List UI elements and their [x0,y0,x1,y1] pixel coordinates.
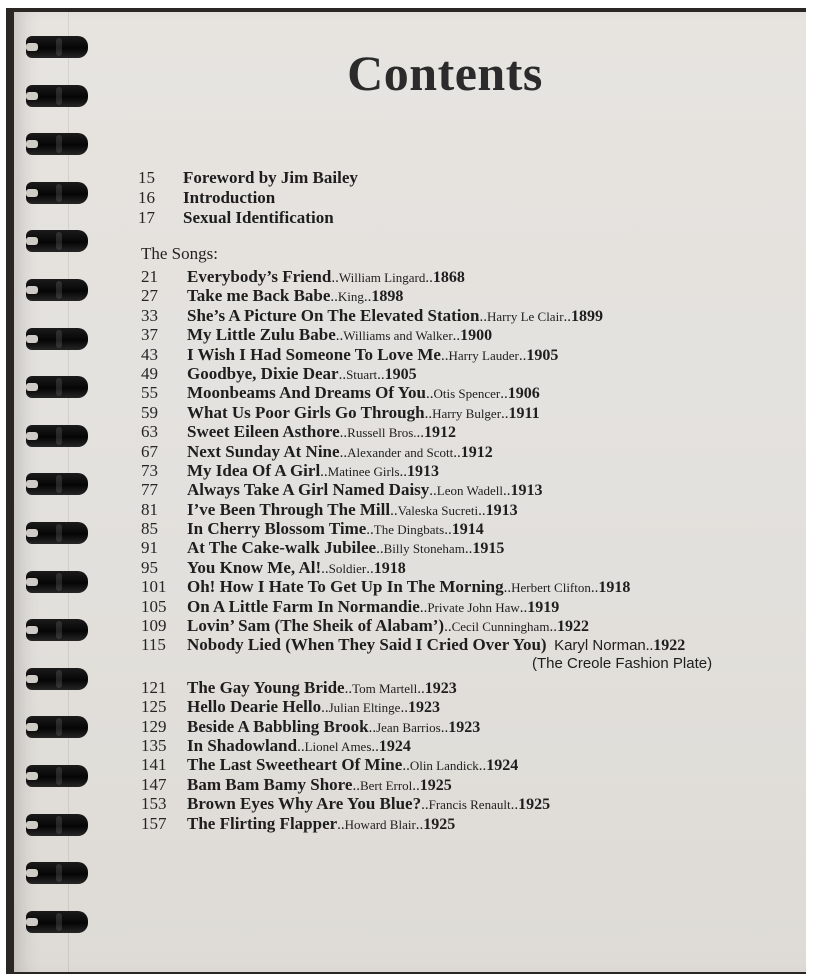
separator: .. [421,797,429,814]
page-number: 37 [141,325,158,345]
page-number: 17 [138,208,155,227]
song-performer: Stuart [346,366,378,382]
song-performer: Matinee Girls [327,463,400,479]
song-performer: William Lingard [338,270,426,285]
song-title: Bam Bam Bamy Shore [187,774,353,794]
song-entry [141,597,712,616]
song-performer: Otis Spencer [433,386,501,402]
song-entry [141,519,712,538]
song-performer: Cecil Cunningham [451,619,550,635]
binding-coil [26,522,88,544]
song-year: 1924 [378,737,411,755]
binding-coil [26,619,88,641]
separator: .. [320,463,328,480]
page-number: 115 [141,635,166,655]
binding-coil [26,328,88,350]
page-number: 43 [141,344,158,364]
song-year: 1919 [527,598,560,616]
separator: .. [549,619,557,636]
song-entry [141,364,712,383]
page-number: 141 [141,755,167,775]
song-year: 1925 [518,796,551,814]
song-title: Hello Dearie Hello [187,697,322,717]
song-title: The Gay Young Bride [187,677,345,697]
binding-coil [26,376,88,398]
song-title: Moonbeams And Dreams Of You [187,383,426,403]
song-entry [141,775,712,794]
separator: .. [645,638,654,655]
song-year: 1905 [384,365,417,383]
binding-coil [26,133,88,155]
song-performer: Billy Stoneham [383,541,465,557]
song-year: 1868 [432,269,465,286]
binding-coil [26,425,88,447]
separator: .. [297,738,305,755]
song-year: 1914 [451,521,484,539]
separator: .. [503,580,512,597]
separator: .. [424,405,433,422]
song-performer: Howard Blair [344,816,416,832]
page-number: 59 [141,402,158,422]
song-title: The Last Sweetheart Of Mine [187,755,403,775]
song-year: 1923 [407,699,440,717]
front-matter-list [138,168,358,228]
song-performer: The Dingbats [373,522,445,538]
separator: .. [500,386,508,403]
song-title: In Shadowland [187,735,298,755]
page-number: 157 [141,813,167,833]
entry-title: Introduction [183,188,276,207]
binding-coil [26,230,88,252]
separator: .. [510,797,519,814]
page-number: 95 [141,557,158,577]
separator: .. [425,386,434,403]
song-entry [141,736,712,755]
separator: .. [563,308,572,325]
separator: .. [425,270,433,286]
separator: .. [344,680,353,697]
songs-heading: The Songs: [141,244,218,263]
binding-coil [26,765,88,787]
song-entry [141,422,712,441]
separator: .. [479,308,487,325]
song-entry [141,403,712,422]
song-entry [141,814,712,833]
page-number: 73 [141,460,158,480]
separator: .. [419,599,428,616]
song-performer: Julian Eltinge [328,700,401,716]
song-year: 1915 [472,540,505,558]
song-entry [141,697,712,716]
separator: .. [501,405,509,422]
separator: .. [417,680,425,697]
page-number: 105 [141,596,167,616]
entry-title: Sexual Identification [183,208,334,227]
page-number: 16 [138,188,155,207]
song-entry [141,267,712,286]
song-performer: Tom Martell [352,680,418,696]
page-number: 21 [141,267,158,286]
song-year: 1922 [556,618,589,636]
song-year: 1918 [598,579,631,597]
song-title: Sweet Eileen Asthore [187,422,340,442]
song-performer: Harry Lauder [448,347,519,363]
page-number: 91 [141,538,158,558]
song-year: 1911 [508,404,540,422]
separator: .. [368,719,377,736]
separator: .. [429,483,437,500]
song-title: She’s A Picture On The Elevated Station [187,305,480,325]
song-entry [141,755,712,774]
song-performer: Russell Bros. [347,425,417,441]
song-entry [141,616,712,635]
song-performer: Leon Wadell [436,483,504,499]
song-title: The Flirting Flapper [187,813,338,833]
song-title: In Cherry Blossom Time [187,519,367,539]
song-performer: Soldier [328,560,367,576]
song-performer: Valeska Sucreti [397,502,479,518]
separator: .. [444,522,452,539]
song-performer: Lionel Ames [304,738,372,754]
song-performer: Francis Renault [428,797,511,813]
song-year: 1913 [485,501,518,519]
page-number: 85 [141,519,158,539]
page-number: 109 [141,616,167,636]
song-entry [141,345,712,364]
song-performer: Harry Le Clair [487,308,564,324]
page-number: 15 [138,168,155,187]
page-number: 49 [141,363,158,383]
song-entry [141,558,712,577]
separator: .. [337,816,345,833]
song-year: 1922 [653,637,686,655]
separator: .. [330,289,338,306]
song-entry [141,286,712,305]
page-number: 63 [141,422,158,442]
song-entry [141,678,712,697]
page-number: 125 [141,697,167,717]
separator: .. [363,289,372,306]
front-matter-item [138,168,358,188]
separator: .. [321,560,329,577]
separator: .. [518,347,527,364]
separator: .. [321,700,329,717]
song-title: Beside A Babbling Brook [187,716,369,736]
song-year: 1912 [424,424,457,442]
binding-coil [26,182,88,204]
performer-subtitle-line [141,655,712,676]
song-year: 1918 [373,559,406,577]
song-title: What Us Poor Girls Go Through [187,402,425,422]
song-year: 1923 [448,718,481,736]
page-number: 153 [141,794,167,814]
separator: .. [453,444,461,461]
song-performer: Karyl Norman [554,637,646,655]
song-entry [141,442,712,461]
separator: .. [399,463,408,480]
page-number: 27 [141,286,158,306]
song-performer: King [337,289,364,305]
song-performer: Jean Barrios [376,719,441,735]
song-year: 1924 [486,757,519,775]
song-year: 1913 [510,482,543,500]
page-number: 129 [141,716,167,736]
song-entry [141,717,712,736]
entry-title: Foreword by Jim Bailey [183,168,358,187]
songs-list [141,267,712,833]
song-entry [141,306,712,325]
separator: .. [440,347,449,364]
song-title: Next Sunday At Nine [187,441,340,461]
page-number: 55 [141,383,158,403]
song-title: You Know Me, Al! [187,557,322,577]
song-title: My Idea Of A Girl [187,460,321,480]
separator: .. [402,758,410,775]
page-number: 135 [141,735,167,755]
song-entry [141,480,712,499]
separator: .. [338,366,347,383]
song-year: 1898 [371,288,404,306]
separator: .. [503,483,511,500]
song-entry [141,500,712,519]
song-performer: Herbert Clifton [511,580,591,596]
separator: .. [390,502,398,519]
song-title: Brown Eyes Why Are You Blue? [187,794,422,814]
song-title: I Wish I Had Someone To Love Me [187,344,441,364]
separator: .. [590,580,599,597]
spiral-binding [26,36,90,966]
song-entry [141,538,712,557]
song-title: I’ve Been Through The Mill [187,499,391,519]
song-year: 1905 [526,346,559,364]
separator: .. [339,444,348,461]
song-performer: Alexander and Scott [347,444,454,460]
separator: .. [377,366,385,383]
book-photo [6,8,806,974]
song-year: 1906 [507,385,540,403]
song-title: My Little Zulu Babe [187,325,336,345]
song-year: 1925 [423,815,456,833]
separator: .. [366,560,374,577]
song-year: 1913 [407,462,440,480]
separator: .. [376,541,384,558]
separator: .. [415,816,424,833]
song-entry [141,461,712,480]
song-entry [141,577,712,596]
separator: .. [416,425,425,442]
song-entry [141,383,712,402]
song-performer: Olin Landick [409,758,479,774]
song-performer: Private John Haw [427,599,520,615]
separator: .. [519,599,528,616]
song-entry [141,794,712,813]
song-title: Nobody Lied (When They Said I Cried Over You) [187,635,547,655]
page-number: 81 [141,499,158,519]
binding-coil [26,571,88,593]
song-title: Take me Back Babe [187,286,331,306]
separator: .. [371,738,379,755]
binding-coil [26,279,88,301]
binding-coil [26,862,88,884]
separator: .. [444,619,452,636]
binding-coil [26,814,88,836]
song-title: Everybody’s Friend [187,267,332,286]
song-entry [141,325,712,344]
separator: .. [366,522,374,539]
song-year: 1900 [460,327,493,345]
separator: .. [464,541,473,558]
separator: .. [335,328,344,345]
page-number: 147 [141,774,167,794]
song-year: 1912 [460,443,493,461]
performer-subtitle: (The Creole Fashion Plate) [532,654,713,672]
separator: .. [331,270,339,286]
front-matter-item [138,188,358,208]
binding-coil [26,911,88,933]
song-performer: Williams and Walker [343,328,453,344]
song-performer: Harry Bulger [432,405,502,421]
separator: .. [400,700,408,717]
separator: .. [412,777,420,794]
page-number: 33 [141,305,158,325]
song-performer: Bert Errol [359,777,413,793]
song-title: At The Cake-walk Jubilee [187,538,377,558]
song-title: Always Take A Girl Named Daisy [187,480,430,500]
separator: .. [440,719,449,736]
song-title: Oh! How I Hate To Get Up In The Morning [187,577,504,597]
page-number: 121 [141,677,167,697]
page-number: 101 [141,577,167,597]
song-year: 1923 [424,679,457,697]
separator [547,638,555,655]
separator: .. [478,502,486,519]
separator: .. [339,425,348,442]
song-entry [141,635,712,654]
page-title: Contents [347,45,543,101]
separator: .. [452,328,461,345]
front-matter-item [138,208,358,228]
song-title: On A Little Farm In Normandie [187,596,420,616]
song-title: Goodbye, Dixie Dear [187,363,339,383]
song-year: 1925 [419,776,452,794]
page-number: 67 [141,441,158,461]
binding-coil [26,716,88,738]
song-year: 1899 [571,307,604,325]
separator: .. [352,777,360,794]
binding-coil [26,668,88,690]
binding-coil [26,473,88,495]
separator: .. [478,758,487,775]
song-title: Lovin’ Sam (The Sheik of Alabam’) [187,616,445,636]
page-number: 77 [141,480,158,500]
